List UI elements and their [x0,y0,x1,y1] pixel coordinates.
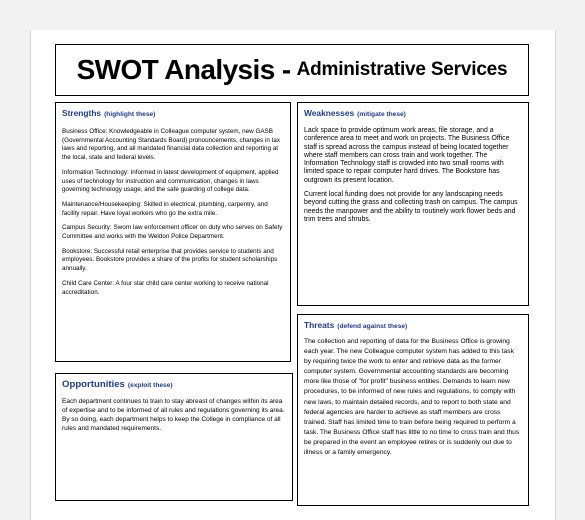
opportunities-paragraph: Each department continues to train to stay abreast of changes within its area of expertise and to be informed of all rules and regulations governing its area. By so doing, each department helps to keep the College in compliance of all rules and mandated requirements. [62,398,285,432]
opportunities-heading [56,374,292,390]
strengths-hint: (highlight these) [104,111,156,118]
threats-heading [298,315,528,330]
strengths-body [56,118,290,297]
page-title: SWOT Analysis - [76,54,291,85]
threats-body [298,330,528,458]
strengths-title: Strengths [62,108,102,118]
page-subtitle: Administrative Services [296,59,508,80]
title-box [55,44,529,96]
opportunities-title: Opportunities [62,379,125,390]
opportunities-body [56,390,292,433]
weaknesses-heading [298,103,528,118]
weaknesses-paragraph: Lack space to provide optimum work areas, file storage, and a conference area to meet and work on projects. The Business Office staff is spread across the campus instead of being located together where staff members can cross train and work together. The Information Technology staff is crowded into two small rooms with limited space to repair computer hard drives. The Bookstore has outgrown its present location. [304,127,510,184]
strengths-paragraph: Child Care Center: A four star child care center working to receive national accreditation. [62,279,269,296]
document-page [30,30,556,520]
opportunities-box [55,373,293,501]
strengths-paragraph: Bookstore: Successful retail enterprise that provides service to students and employees. Bookstore provides a share of the profits for student scholarships annually. [62,247,278,273]
weaknesses-box [297,102,529,306]
threats-hint: (defend against these) [337,323,408,330]
weaknesses-hint: (mitigate these) [357,111,406,118]
strengths-paragraph: Campus Security: Sworn law enforcement officer on duty who serves on Safety Committee and works with the Weldon Police Department. [62,224,283,241]
threats-box [297,314,529,506]
strengths-paragraph: Maintenance/Housekeeping: Skilled in electrical, plumbing, carpentry, and facility repair. Have loyal workers who go the extra mile. [62,200,268,217]
threats-paragraph: The collection and reporting of data for the Business Office is growing each year. The new Colleague computer system has added to this task by requiring twice the work to enter and retrieve data as the former computer system. Governmental accounting standards are becoming more like those of "for profit" business entities. Demands to learn new procedures, to be informed of new rules and regulations, to comply with new laws, to maintain detailed records, and to report to both state and federal agencies are harder to achieve as staff members are cross trained. Staff has limited time to train before being required to perform a task. The Business Office staff has little to no time to cross train and thus be prepared in the event an employee retires or is suddenly out due to illness or a family emergency. [304,338,520,457]
opportunities-hint: (exploit these) [127,382,173,389]
weaknesses-paragraph: Current local funding does not provide for any landscaping needs beyond cutting the grass and collecting trash on campus. The campus needs the manpower and the ability to routinely work flower beds and trim trees and shrubs. [304,191,518,223]
threats-title: Threats [304,320,335,330]
strengths-heading [56,103,290,118]
strengths-paragraph: Business Office: Knowledgeable in Colleague computer system, new GASB (Governmental Accounting Standards Board) pronouncements, changes in tax laws and reporting, and all mandated financial data collection and reporting at the local, state and federal levels. [62,128,281,162]
strengths-box [55,102,291,362]
weaknesses-title: Weaknesses [304,108,355,118]
weaknesses-body [298,118,528,224]
strengths-paragraph: Information Technology: Informed in latest development of equipment, applied uses of technology for instruction and communication, changes in laws governing technology usage, and the safe guarding of college data. [62,168,279,194]
